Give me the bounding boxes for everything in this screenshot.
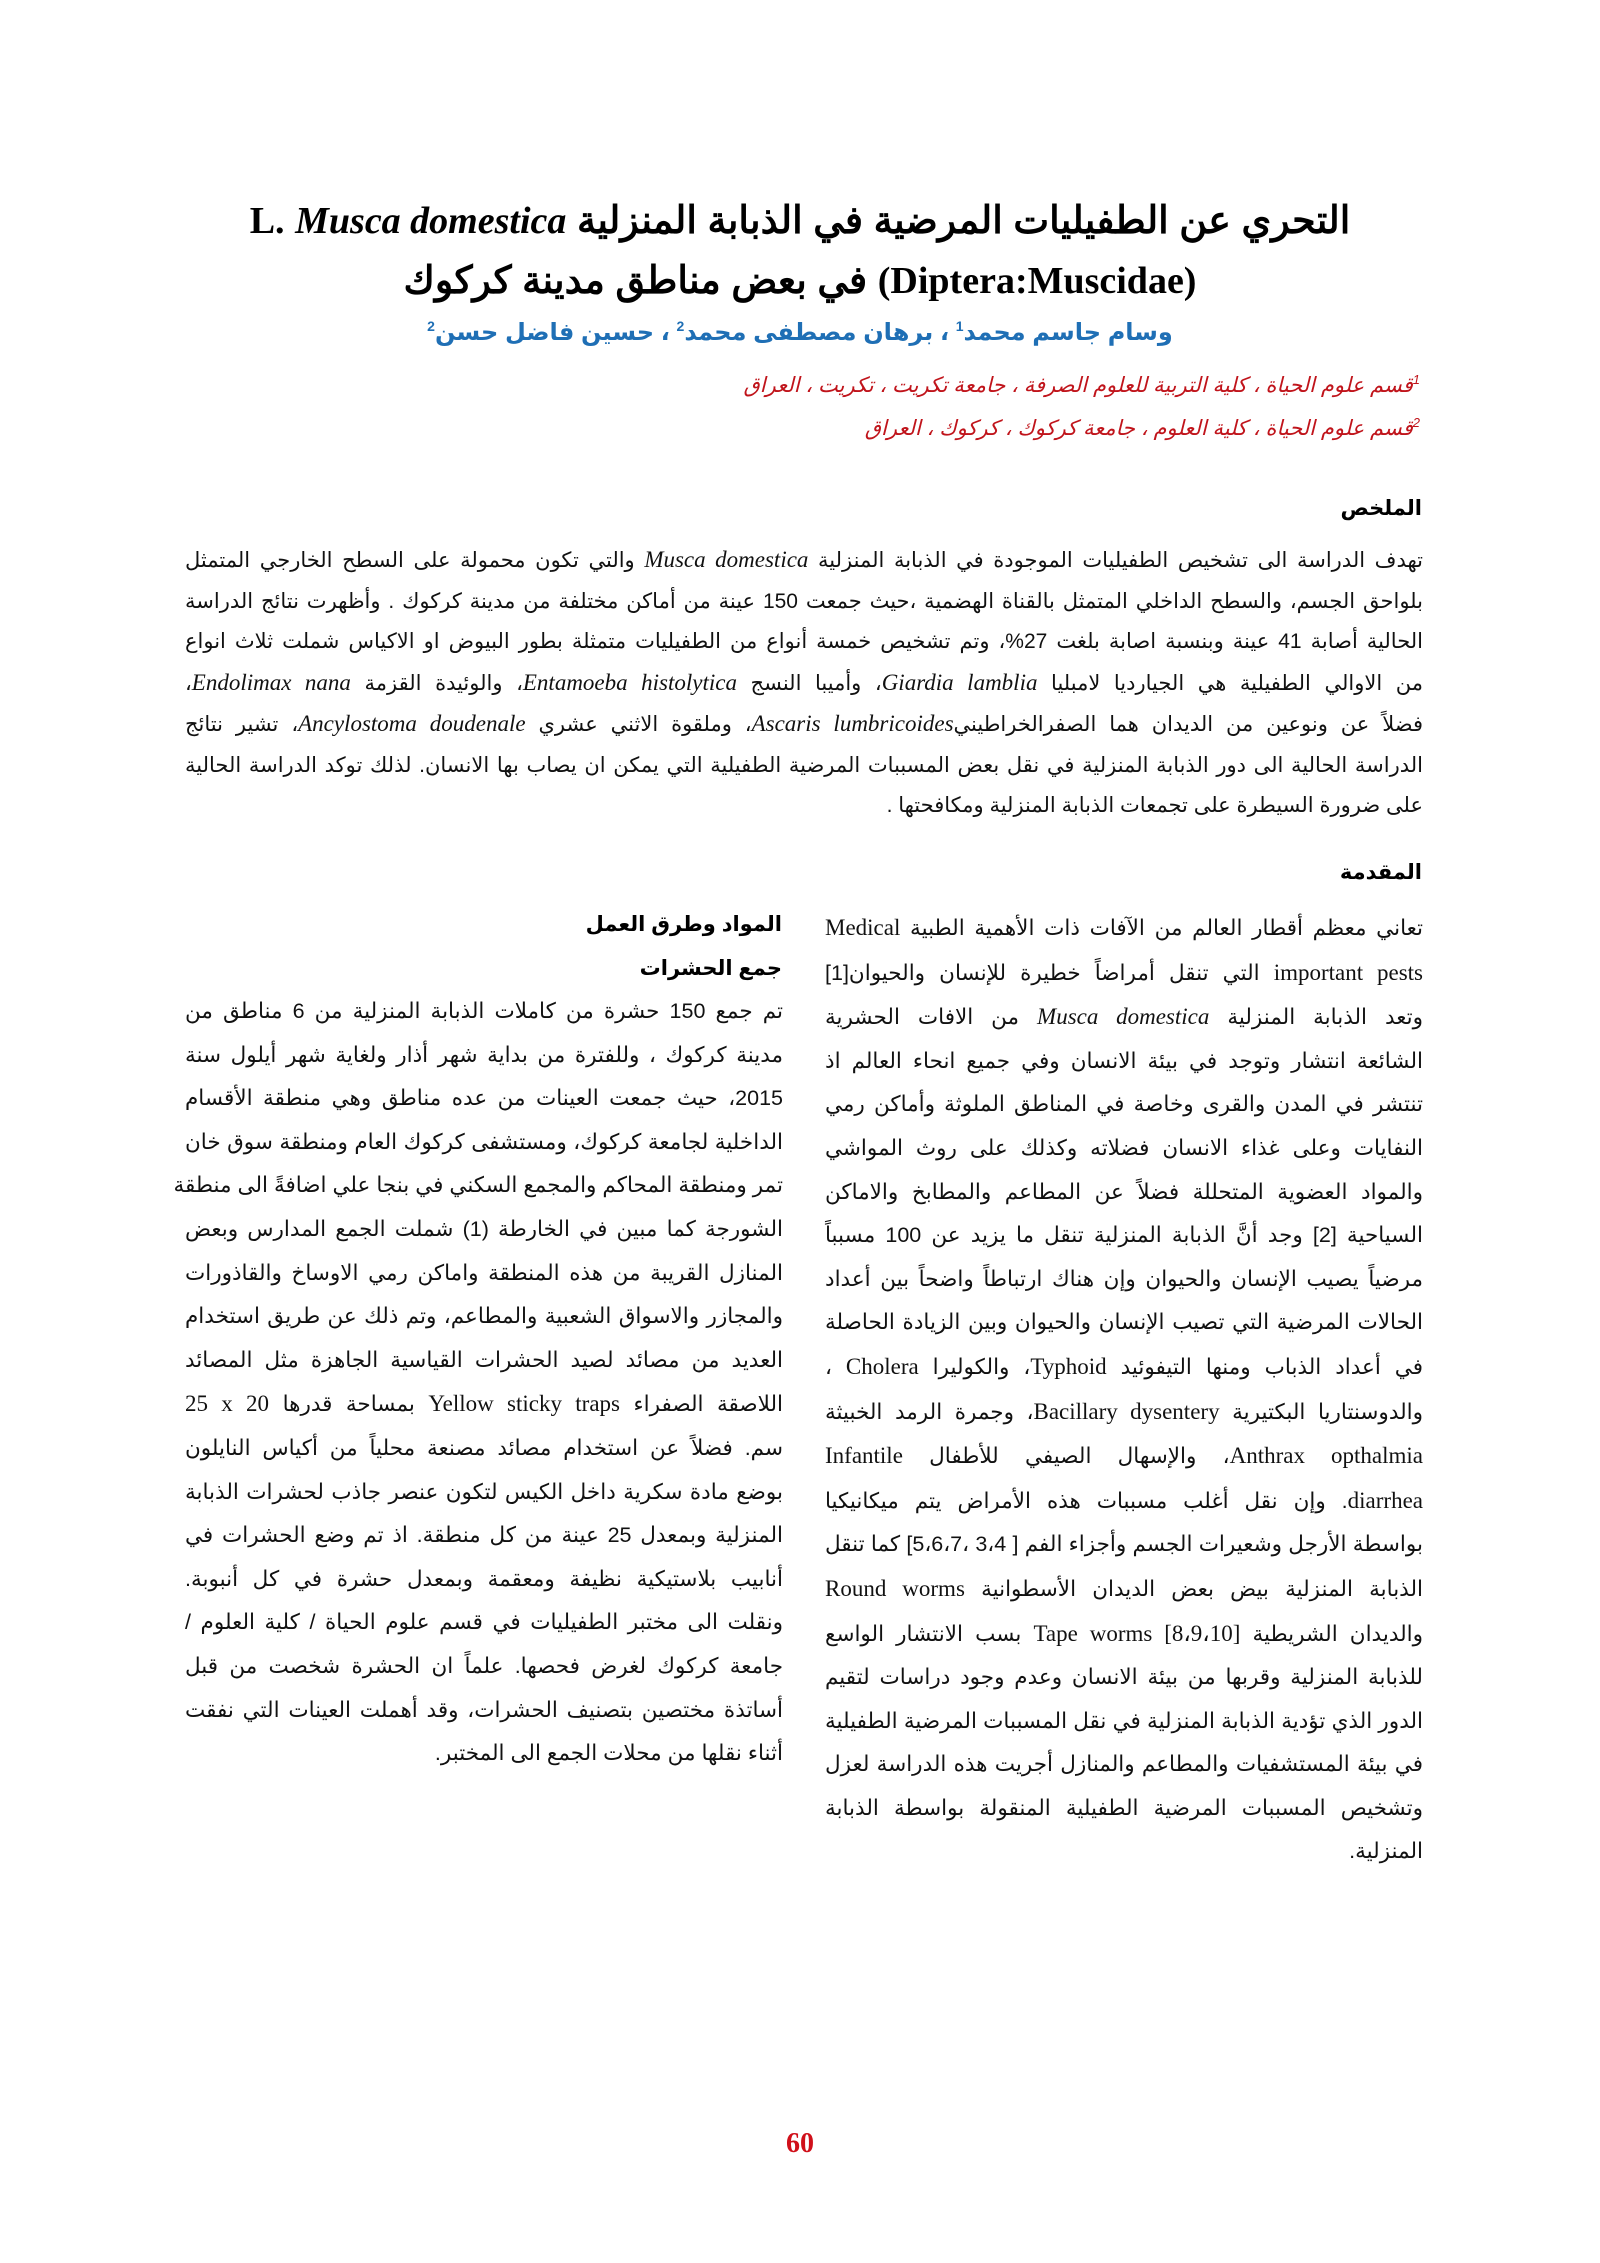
text-segment: الحالات المرضية التي تصيب الإنسان والحيوان وبين الزيادة الحاصلة [825,1310,1423,1335]
text-segment: ونقلت الى مختبر الطفيليات في قسم علوم الحياة / كلية العلوم / [185,1610,783,1635]
text-segment: الشائعة انتشار وتوجد في بيئة الانسان وفي جميع انحاء العالم اذ [825,1048,1423,1073]
text-line [825,1127,1423,1171]
text-segment: من الافات الحشرية [825,1005,1038,1030]
english-term: Tape worms [8،9،10] [1033,1620,1241,1646]
text-segment: تعاني معظم أقطار العالم من الآفات ذات الأهمية الطبية [900,916,1423,940]
text-segment: أساتذة مختصين بتصنيف الحشرات، وقد أهملت العينات التي نفقت [185,1697,783,1722]
title-line-2 [200,258,1400,303]
english-term: Round worms [825,1575,965,1601]
author-name: حسين فاضل حسن [434,319,655,346]
text-segment: المنزلية وبمعدل 25 عينة من كل منطقة. اذ تم وضع الحشرات في [185,1523,783,1548]
text-segment: أثناء نقلها من محلات الجمع الى المختبر. [434,1741,783,1766]
text-line [185,663,1423,705]
text-segment: ، والكوليرا [918,1354,1031,1379]
author-name: برهان مصطفى محمد [684,319,934,346]
text-line [185,1514,783,1558]
scientific-name: Giardia lamblia [881,669,1038,695]
text-segment: فضلاً عن ونوعين من الديدان هما الصفرالخراطيني [953,713,1423,736]
text-segment: ، وجمرة الرمد الخبيثة [825,1399,1034,1424]
text-line [173,1164,783,1208]
text-segment: التي تنقل أمراضاً خطيرة للإنسان والحيوان[1] [825,960,1274,985]
author-list [200,318,1400,347]
scientific-name: Endolimax nana [191,669,351,695]
affiliation-text: قسم علوم الحياة ، كلية العلوم ، جامعة كركوك ، كركوك ، العراق [864,417,1413,440]
text-segment: الدور الذي تؤدية الذبابة المنزلية في نقل المسببات المرضية الطفيلية [825,1708,1423,1733]
scientific-name: Ancylostoma doudenale [298,711,526,736]
text-segment: في بيئة المستشفيات والمطاعم والمنازل أجريت هذه الدراسة لعزل [825,1752,1423,1777]
text-segment: ، وملقوة الاثني عشري [525,713,752,736]
title-arabic-part-2: في بعض مناطق مدينة كركوك [403,260,868,302]
text-segment: بوضع مادة سكرية داخل الكيس لتكون عنصر جاذب لحشرات الذبابة [185,1479,783,1504]
english-term: Yellow sticky traps [428,1391,620,1417]
text-segment: في أعداد الذباب ومنها التيفوئيد [1106,1354,1423,1379]
text-line [825,1214,1423,1258]
text-segment: ، [185,671,192,695]
text-segment: مدينة كركوك ، وللفترة من بداية شهر أذار ولغاية شهر أيلول سنة [185,1042,783,1067]
methods-heading: المواد وطرق العمل [585,913,782,936]
author-affiliation-number: 2 [427,318,435,334]
title-taxonomy: (Diptera:Muscidae) [877,260,1197,302]
author-name: وسام جاسم محمد [963,319,1173,346]
text-segment: تم جمع 150 حشرة من كاملات الذبابة المنزلية من 6 مناطق من [185,999,783,1023]
affiliation-number: 1 [1412,372,1420,387]
text-line [185,1382,783,1427]
text-line [825,1612,1423,1657]
methods-subheading: جمع الحشرات [639,957,782,980]
text-segment: المنازل القريبة من هذه المنطقة واماكن رمي الاوساخ والقاذورات [185,1260,783,1285]
text-line [185,704,1423,746]
text-line [185,1558,783,1602]
text-line [185,1471,783,1515]
english-term: Bacillary dysentery [1033,1398,1220,1424]
text-line [825,1083,1423,1127]
text-segment: والدوسنتاريا البكتيرية [1219,1399,1424,1424]
text-segment: للذبابة المنزلية وقربها من بيئة الانسان وعدم وجود دراسات لتقيم [825,1665,1423,1690]
text-line [185,540,1423,582]
text-segment: سم. فضلاً عن استخدام مصائد مصنعة محلياً من أكياس النايلون [185,1435,783,1460]
text-segment: ، تشير نتائج [185,713,299,736]
scientific-name: Entamoeba histolytica [522,669,737,695]
title-line-1 [200,198,1400,243]
text-line [825,951,1423,996]
author-separator: ، [933,319,956,346]
text-segment: . وإن نقل أغلب مسببات هذه الأمراض يتم ميكانيكيا [825,1488,1348,1513]
author-separator: ، [654,319,677,346]
methods-body [173,990,784,1776]
text-line [825,906,1423,951]
text-segment: تهدف الدراسة الى تشخيص الطفيليات الموجودة في الذبابة المنزلية [808,549,1423,572]
text-line [825,1479,1423,1524]
text-segment: اللاصقة الصفراء [620,1392,784,1417]
text-segment: أنابيب بلاستيكية نظيفة ومعقمة وبمعدل حشرة في كل أنبوبة. [185,1566,783,1591]
text-segment: الذبابة المنزلية بيض بعض الديدان الأسطوانية [964,1576,1423,1601]
text-segment: بسب الانتشار الواسع [825,1621,1034,1646]
text-line [185,1034,783,1078]
text-segment: ، [825,1354,846,1379]
english-term: important pests [1273,959,1423,985]
text-line [185,1339,783,1383]
text-segment: المنزلية. [1349,1839,1423,1864]
text-segment: ، والإسهال الصيفي للأطفال [902,1444,1230,1469]
text-line [825,1830,1423,1874]
text-segment: جامعة كركوك لغرض فحصها. علماً ان الحشرة شخصت من قبل [185,1653,783,1678]
text-line [825,1434,1423,1479]
text-line [185,1427,783,1471]
text-line [825,1523,1423,1567]
english-term: Cholera [845,1353,919,1379]
text-segment: والمواد العضوية المتحللة فضلاً عن المطاعم والمطابخ والاماكن [825,1179,1423,1204]
text-segment: الدراسة الحالية الى دور الذبابة المنزلية في نقل بعض المسببات المرضية الطفيلية التي يمكن ان يصاب بها الانسان. لذلك توكد الدراسة الحالية [185,753,1423,777]
page-number: 60 [786,2128,814,2159]
text-segment: وتعد الذبابة المنزلية [1209,1005,1423,1030]
abstract-body [185,540,1423,827]
text-segment: النفايات وعلى غذاء الانسان فضلاته وكذلك على روث المواشي [825,1135,1423,1160]
affiliation-1 [520,372,1420,398]
english-term: Typhoid [1030,1353,1107,1379]
text-line [185,1121,783,1165]
text-segment: 2015، حيث جمعت العينات من عده مناطق وهي منطقة الأقسام [185,1086,783,1111]
text-line [185,622,1423,663]
text-line [825,1301,1423,1345]
text-segment: مرضياً يصيب الإنسان والحيوان وإن هناك ارتباطاً واضحاً بين أعداد [825,1266,1423,1291]
author-affiliation-number: 2 [676,318,685,334]
affiliation-number: 2 [1412,415,1420,430]
title-arabic-part-1: التحري عن الطفيليات المرضية في الذبابة المنزلية [576,200,1351,242]
scientific-name: Ascaris lumbricoides [751,711,954,736]
text-line [185,582,1423,623]
text-line [185,1252,783,1296]
text-segment: الداخلية لجامعة كركوك، ومستشفى كركوك العام ومنطقة سوق خان [185,1129,783,1154]
text-segment: ، والوئيدة القزمة [350,671,523,695]
text-line [185,786,1423,827]
text-segment: ، وأميبا النسج [736,671,882,695]
affiliation-text: قسم علوم الحياة ، كلية التربية للعلوم الصرفة ، جامعة تكريت ، تكريت ، العراق [743,374,1413,397]
text-segment: والديدان الشريطية [1240,1621,1424,1646]
text-segment: بواسطة الأرجل وشعيرات الجسم وأجزاء الفم [ 3،4 ،5،6،7] كما تنقل [825,1532,1423,1557]
text-line [185,1077,783,1121]
text-segment: السياحية [2] وجد أنَّ الذبابة المنزلية تنقل ما يزيد عن 100 مسبباً [825,1223,1423,1248]
text-line [825,1258,1423,1302]
text-segment: الشورجة كما مبين في الخارطة (1) شملت الجمع المدارس وبعض [185,1216,783,1241]
text-segment: وتشخيص المسببات المرضية الطفيلية المنقولة بواسطة الذبابة [825,1795,1423,1820]
introduction-heading: المقدمة [1339,861,1422,884]
scientific-name: Musca domestica [1037,1004,1210,1030]
text-line [185,1732,783,1776]
text-line [825,1171,1423,1215]
text-line [185,1295,783,1339]
text-line [825,1700,1423,1744]
text-segment: بمساحة قدرها [269,1392,429,1417]
text-line [825,1040,1423,1084]
scientific-name: Musca domestica [644,547,809,572]
title-species-name: Musca domestica [295,200,567,242]
text-line [185,1208,783,1252]
text-segment: بلواحق الجسم، والسطح الداخلي المتمثل بالقناة الهضمية ،حيث جمعت 150 عينة من أماكن مختلفة من مدينة كركوك . وأظهرت نتائج الدراسة [185,589,1423,613]
author-affiliation-number: 1 [955,318,964,334]
text-segment: والمجازر والاسواق الشعبية والمطاعم، وتم ذلك عن طريق استخدام [185,1304,783,1329]
english-term: Anthrax opthalmia [1229,1443,1423,1469]
text-segment: على ضرورة السيطرة على تجمعات الذبابة المنزلية ومكافحتها . [886,794,1423,817]
text-segment: الحالية أصابة 41 عينة وبنسبة اصابة بلغت 27%، وتم تشخيص خمسة أنواع من الطفيليات متمثلة بطور البيوض او الاكياس شملت ثلاث انواع [185,630,1423,653]
text-line [825,1567,1423,1612]
text-line [825,1656,1423,1700]
text-line [825,1743,1423,1787]
text-line [825,995,1423,1040]
text-line [825,1345,1423,1390]
text-line [825,1390,1423,1435]
english-term: diarrhea [1347,1487,1423,1513]
text-segment: والتي تكون محمولة على السطح الخارجي المتمثل [185,549,645,572]
text-line [185,1689,783,1733]
introduction-body [825,906,1423,1874]
text-line [185,990,783,1034]
text-segment: تمر ومنطقة المحاكم والمجمع السكني في بنجا علي اضافةً الى منطقة [173,1173,783,1198]
text-line [185,1645,783,1689]
affiliation-2 [520,415,1420,441]
text-line [185,1601,783,1645]
english-term: Medical [825,915,901,940]
text-segment: العديد من مصائد لصيد الحشرات القياسية الجاهزة مثل المصائد [185,1347,783,1372]
text-line [825,1787,1423,1831]
text-line [185,746,1423,787]
title-species-author: L. [249,200,285,242]
text-segment: تنتشر في المدن والقرى وخاصة في المناطق الملوثة وأماكن رمي [825,1092,1423,1117]
english-term: 25 x 20 [185,1391,270,1417]
english-term: Infantile [825,1443,903,1469]
abstract-heading: الملخص [1340,497,1422,520]
text-segment: من الاوالي الطفيلية هي الجيارديا لامبليا [1037,671,1423,695]
